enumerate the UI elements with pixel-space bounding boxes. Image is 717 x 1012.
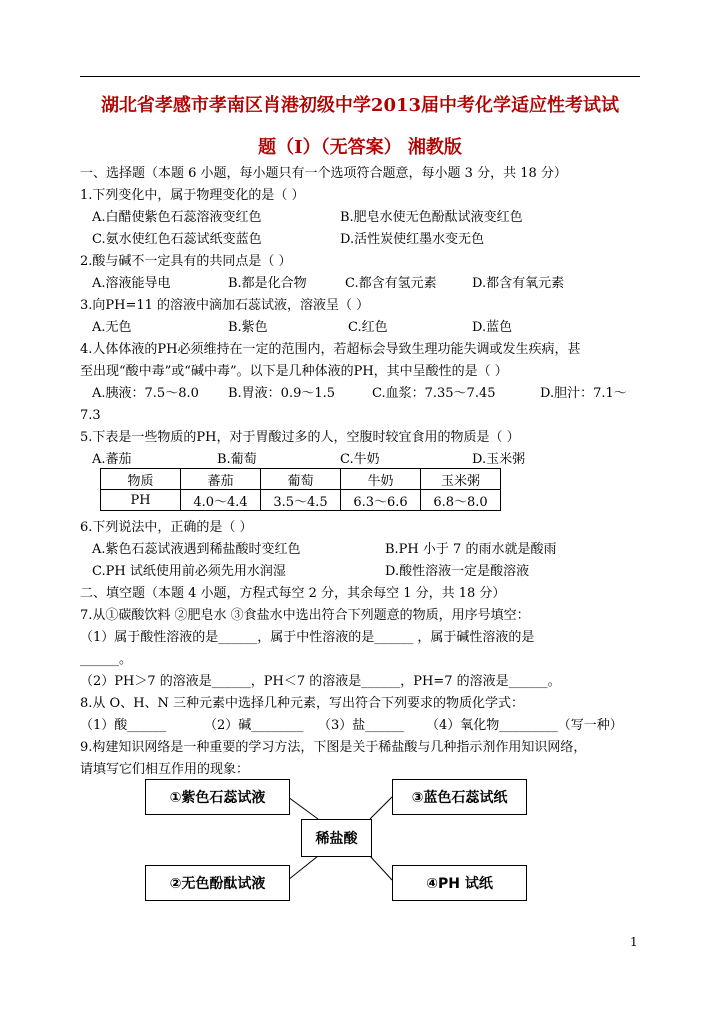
section2-heading: 二、填空题（本题 4 小题，方程式每空 2 分，其余每空 1 分，共 18 分） (80, 586, 506, 601)
q1-option-a: A.白醋使紫色石蕊溶液变红色 (92, 210, 262, 225)
connector-bottom-left (288, 856, 318, 880)
q3-option-a: A.无色 (92, 320, 132, 335)
q3-option-b: B.紫色 (228, 320, 268, 335)
q1-stem: 1.下列变化中，属于物理变化的是（ ） (80, 188, 305, 203)
q1-option-d: D.活性炭使红墨水变无色 (340, 232, 485, 247)
q8-part1: （1）酸______ (80, 718, 167, 733)
q7-stem: 7.从①碳酸饮料 ②肥皂水 ③食盐水中选出符合下列题意的物质，用序号填空： (80, 608, 530, 623)
q4-option-d-cont: 7.3 (80, 408, 101, 423)
q6-option-d: D.酸性溶液一定是酸溶液 (385, 564, 530, 579)
page-number: 1 (630, 935, 638, 949)
q2-option-c: C.都含有氢元素 (345, 276, 437, 291)
q8-part4: （4）氧化物_________（写一种） (426, 718, 623, 733)
diagram-box-phenolphthalein: ②无色酚酞试液 (145, 865, 290, 901)
diagram-box-ph-paper: ④PH 试纸 (392, 865, 527, 901)
q6-stem: 6.下列说法中，正确的是（ ） (80, 520, 253, 535)
q4-option-b: B.胃液：0.9～1.5 (228, 386, 336, 401)
connector-top-left (288, 797, 318, 819)
q7-part1-cont: ______。 (80, 652, 133, 667)
q3-option-d: D.蓝色 (472, 320, 513, 335)
q6-option-a: A.紫色石蕊试液遇到稀盐酸时变红色 (92, 542, 301, 557)
q5-option-c: C.牛奶 (340, 452, 380, 467)
q9-stem-line1: 9.构建知识网络是一种重要的学习方法，下图是关于稀盐酸与几种指示剂作用知识网络， (80, 740, 587, 755)
table-cell: 物质 (101, 469, 181, 490)
page-title-line2: 题（I）（无答案） 湘教版 (258, 137, 462, 158)
table-cell: 蕃茄 (181, 469, 261, 490)
q1-option-b: B.肥皂水使无色酚酞试液变红色 (340, 210, 523, 225)
q2-option-b: B.都是化合物 (228, 276, 307, 291)
q8-stem: 8.从 O、H、N 三种元素中选择几种元素，写出符合下列要求的物质化学式： (80, 696, 525, 711)
q4-stem-line2: 至出现“酸中毒”或“碱中毒”。以下是几种体液的PH，其中呈酸性的是（ ） (80, 364, 508, 379)
diagram-box-blue-litmus: ③蓝色石蕊试纸 (392, 779, 527, 815)
q5-option-d: D.玉米粥 (472, 452, 526, 467)
table-cell: PH (101, 490, 181, 511)
section1-heading: 一、选择题（本题 6 小题，每小题只有一个选项符合题意，每小题 3 分，共 18 分） (80, 166, 567, 181)
table-cell: 6.3～6.6 (341, 490, 421, 511)
connector-bottom-right (370, 856, 392, 880)
table-cell: 玉米粥 (421, 469, 501, 490)
table-cell: 葡萄 (261, 469, 341, 490)
diagram-box-dilute-hcl: 稀盐酸 (301, 819, 372, 857)
q4-option-d: D.胆汁：7.1～ (540, 386, 627, 401)
page-title-line1: 湖北省孝感市孝南区肖港初级中学2013届中考化学适应性考试试 (100, 95, 620, 116)
table-cell: 4.0～4.4 (181, 490, 261, 511)
q2-option-d: D.都含有氧元素 (472, 276, 565, 291)
table-cell: 6.8～8.0 (421, 490, 501, 511)
table-cell: 3.5～4.5 (261, 490, 341, 511)
q4-option-a: A.胰液：7.5～8.0 (92, 386, 199, 401)
q6-option-b: B.PH 小于 7 的雨水就是酸雨 (385, 542, 557, 557)
q1-option-c: C.氨水使红色石蕊试纸变蓝色 (92, 232, 262, 247)
diagram-box-purple-litmus: ①紫色石蕊试液 (145, 779, 290, 815)
q7-part1: （1）属于酸性溶液的是______，属于中性溶液的是______ ，属于碱性溶液的是 (80, 630, 535, 645)
q5-option-a: A.蕃茄 (92, 452, 132, 467)
q8-part3: （3）盐______ (318, 718, 405, 733)
q4-option-c: C.血浆：7.35～7.45 (372, 386, 496, 401)
connector-top-right (370, 797, 392, 819)
q8-part2: （2）碱________ (204, 718, 304, 733)
q9-stem-line2: 请填写它们相互作用的现象： (80, 762, 250, 777)
q6-option-c: C.PH 试纸使用前必须先用水润湿 (92, 564, 286, 579)
q5-option-b: B.葡萄 (217, 452, 257, 467)
q5-stem: 5.下表是一些物质的PH，对于胃酸过多的人，空腹时较宜食用的物质是（ ） (80, 430, 520, 445)
q2-option-a: A.溶液能导电 (92, 276, 171, 291)
q2-stem: 2.酸与碱不一定具有的共同点是（ ） (80, 254, 292, 269)
q7-part2: （2）PH＞7 的溶液是______，PH＜7 的溶液是______，PH=7 的溶液是______。 (80, 674, 561, 689)
q4-stem-line1: 4.人体体液的PH必须维持在一定的范围内，若超标会导致生理功能失调或发生疾病，甚 (80, 342, 581, 357)
q3-stem: 3.向PH=11 的溶液中滴加石蕊试液，溶液呈（ ） (80, 298, 370, 313)
q3-option-c: C.红色 (348, 320, 388, 335)
table-cell: 牛奶 (341, 469, 421, 490)
